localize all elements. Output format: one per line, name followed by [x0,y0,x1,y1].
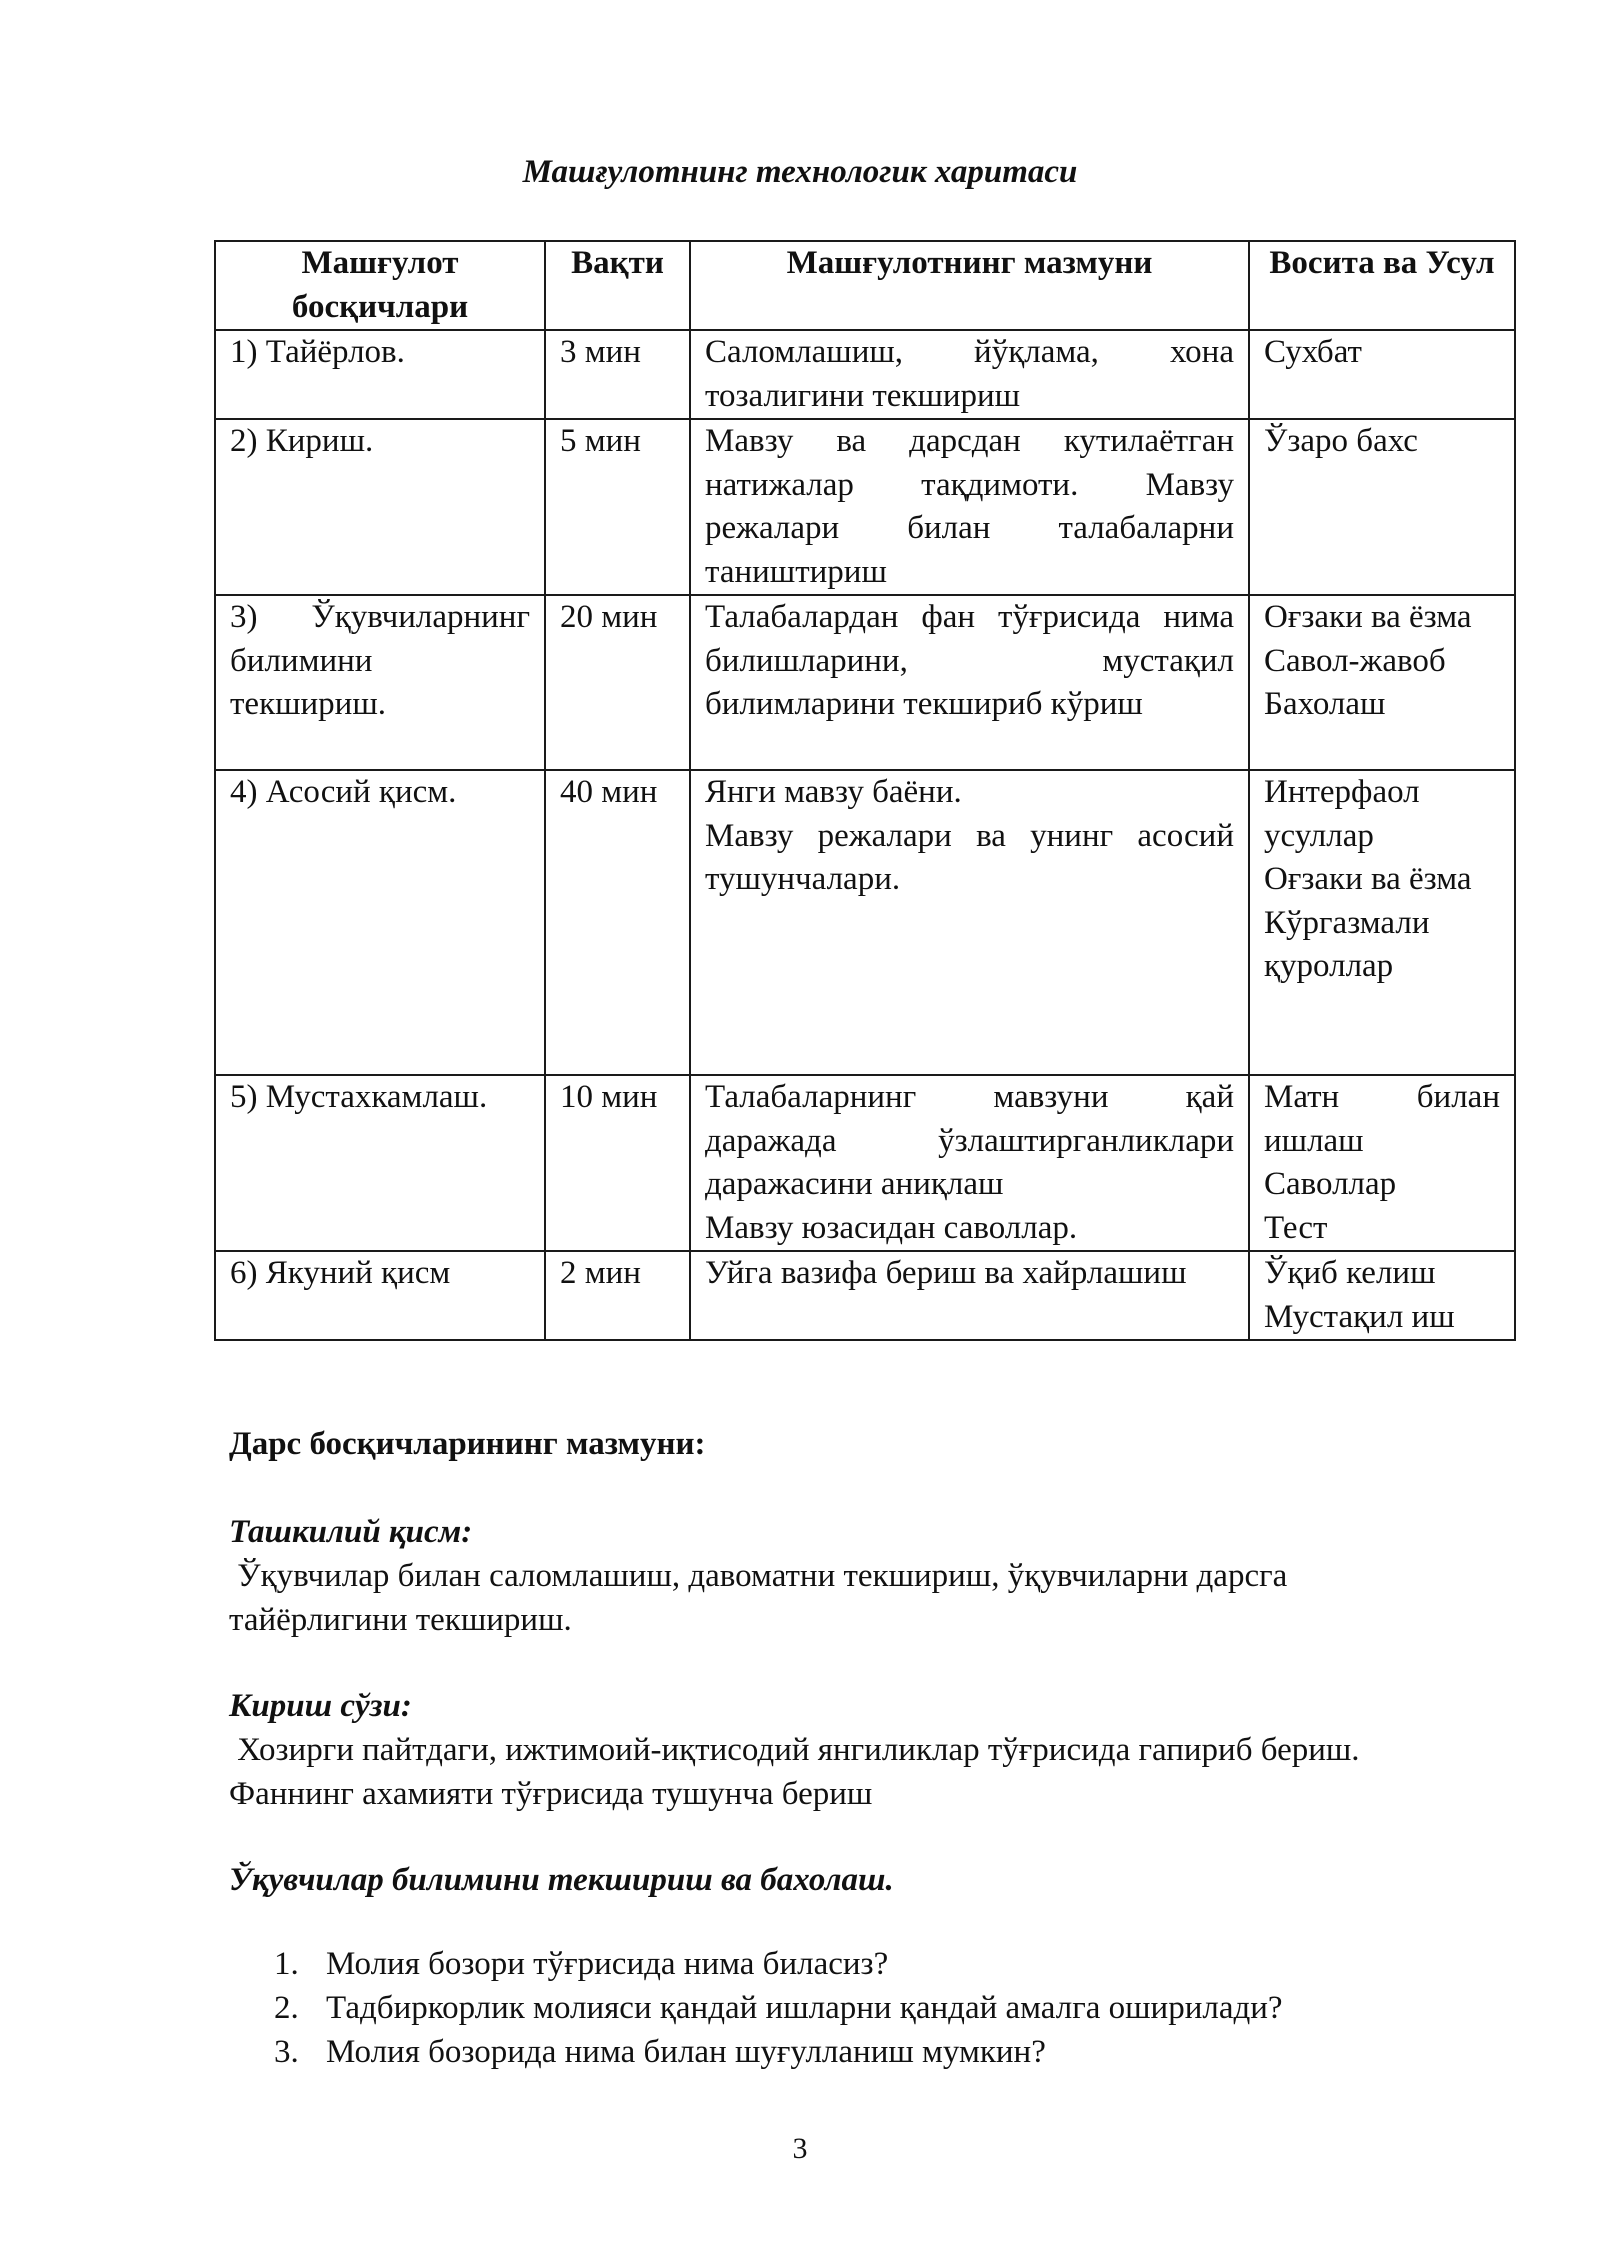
time-cell: 2 мин [545,1251,690,1340]
stage-cell: 4) Асосий қисм. [215,770,545,1075]
stage-cell: 2) Кириш. [215,419,545,595]
time-cell: 3 мин [545,330,690,419]
table-row [215,1075,1515,1251]
page-number: 3 [792,2132,808,2165]
table-row [215,770,1515,1075]
header-stages: Машғулот босқичлари [215,241,545,330]
content-line: Талабаларнинг мавзуни қай даражада ўзлаштирганликлари даражасини аниқлаш [705,1079,1234,1202]
technology-map-table [214,240,1516,1341]
lesson-stages-heading: Дарс босқичларининг мазмуни: [229,1426,706,1462]
method-item: Саволлар [1264,1166,1397,1202]
stage-cell: 3) Ўқувчиларнинг билимини текшириш. [215,595,545,770]
time-cell: 40 мин [545,770,690,1075]
item-number: 2. [274,1990,299,2026]
header-method: Восита ва Усул [1249,241,1515,330]
method-cell [1249,330,1515,419]
method-cell [1249,595,1515,770]
questions-list [274,1942,1283,2074]
page-title: Машғулотнинг технологик харитаси [522,154,1078,190]
table-row [215,330,1515,419]
organizational-part-heading: Ташкилий қисм: [229,1514,473,1550]
item-number: 1. [274,1946,299,1982]
method-item: Оғзаки ва ёзма [1264,599,1472,635]
method-item: Ўзаро бахс [1264,423,1418,459]
content-line: Мавзу режалари ва унинг асосий тушунчалари. [705,817,1234,897]
introduction-text [229,1728,1529,1816]
method-item: Савол-жавоб [1264,642,1446,679]
paragraph-line: тайёрлигини текшириш. [229,1602,572,1638]
content-cell: Уйга вазифа бериш ва хайрлашиш [690,1251,1249,1340]
method-cell [1249,1251,1515,1340]
paragraph-line: Хозирги пайтдаги, ижтимоий-иқтисодий янгиликлар тўғрисида гапириб бериш. [229,1732,1360,1768]
stage-cell: 1) Тайёрлов. [215,330,545,419]
method-item: Тест [1264,1209,1328,1246]
method-cell [1249,419,1515,595]
content-cell [690,770,1249,1075]
list-item [274,1942,1283,1986]
method-item: Бахолаш [1264,686,1386,722]
stage-cell: 5) Мустахкамлаш. [215,1075,545,1251]
item-text: Тадбиркорлик молияси қандай ишларни қандай амалга оширилади? [326,1990,1283,2026]
content-cell: Талабалардан фан тўғрисида нима билишларини, мустақил билимларини текшириб кўриш [690,595,1249,770]
item-text: Молия бозорида нима билан шуғулланиш мумкин? [326,2034,1046,2070]
method-item: Сухбат [1264,334,1362,370]
content-cell: Мавзу ва дарсдан кутилаётган натижалар тақдимоти. Мавзу режалари билан талабаларни таништириш [690,419,1249,595]
content-cell [690,1075,1249,1251]
method-item: Матн билан ишлаш [1264,1079,1500,1159]
method-item: Кўргазмали қуроллар [1264,904,1430,984]
table-row [215,1251,1515,1340]
content-line: Янги мавзу баёни. [705,774,962,810]
method-item: Оғзаки ва ёзма [1264,861,1472,897]
method-cell [1249,1075,1515,1251]
table-row [215,419,1515,595]
list-item [274,2030,1283,2074]
stage-cell: 6) Якуний қисм [215,1251,545,1340]
header-time: Вақти [545,241,690,330]
method-cell [1249,770,1515,1075]
method-item: Интерфаол усуллар [1264,774,1420,854]
time-cell: 20 мин [545,595,690,770]
item-number: 3. [274,2034,299,2070]
header-content: Машғулотнинг мазмуни [690,241,1249,330]
content-cell: Саломлашиш, йўқлама, хона тозалигини текшириш [690,330,1249,419]
introduction-heading: Кириш сўзи: [229,1688,412,1724]
list-item [274,1986,1283,2030]
table-row [215,595,1515,770]
item-text: Молия бозори тўғрисида нима биласиз? [326,1946,889,1982]
method-item: Мустақил иш [1264,1298,1455,1335]
content-line: Мавзу юзасидан саволлар. [705,1209,1078,1246]
knowledge-check-heading: Ўқувчилар билимини текшириш ва бахолаш. [229,1862,894,1898]
paragraph-line: Фаннинг ахамияти тўғрисида тушунча бериш [229,1776,873,1812]
time-cell: 5 мин [545,419,690,595]
paragraph-line: Ўқувчилар билан саломлашиш, давоматни текшириш, ўқувчиларни дарсга [229,1558,1288,1594]
method-item: Ўқиб келиш [1264,1255,1436,1291]
time-cell: 10 мин [545,1075,690,1251]
organizational-part-text [229,1554,1529,1642]
table-header-row [215,241,1515,330]
